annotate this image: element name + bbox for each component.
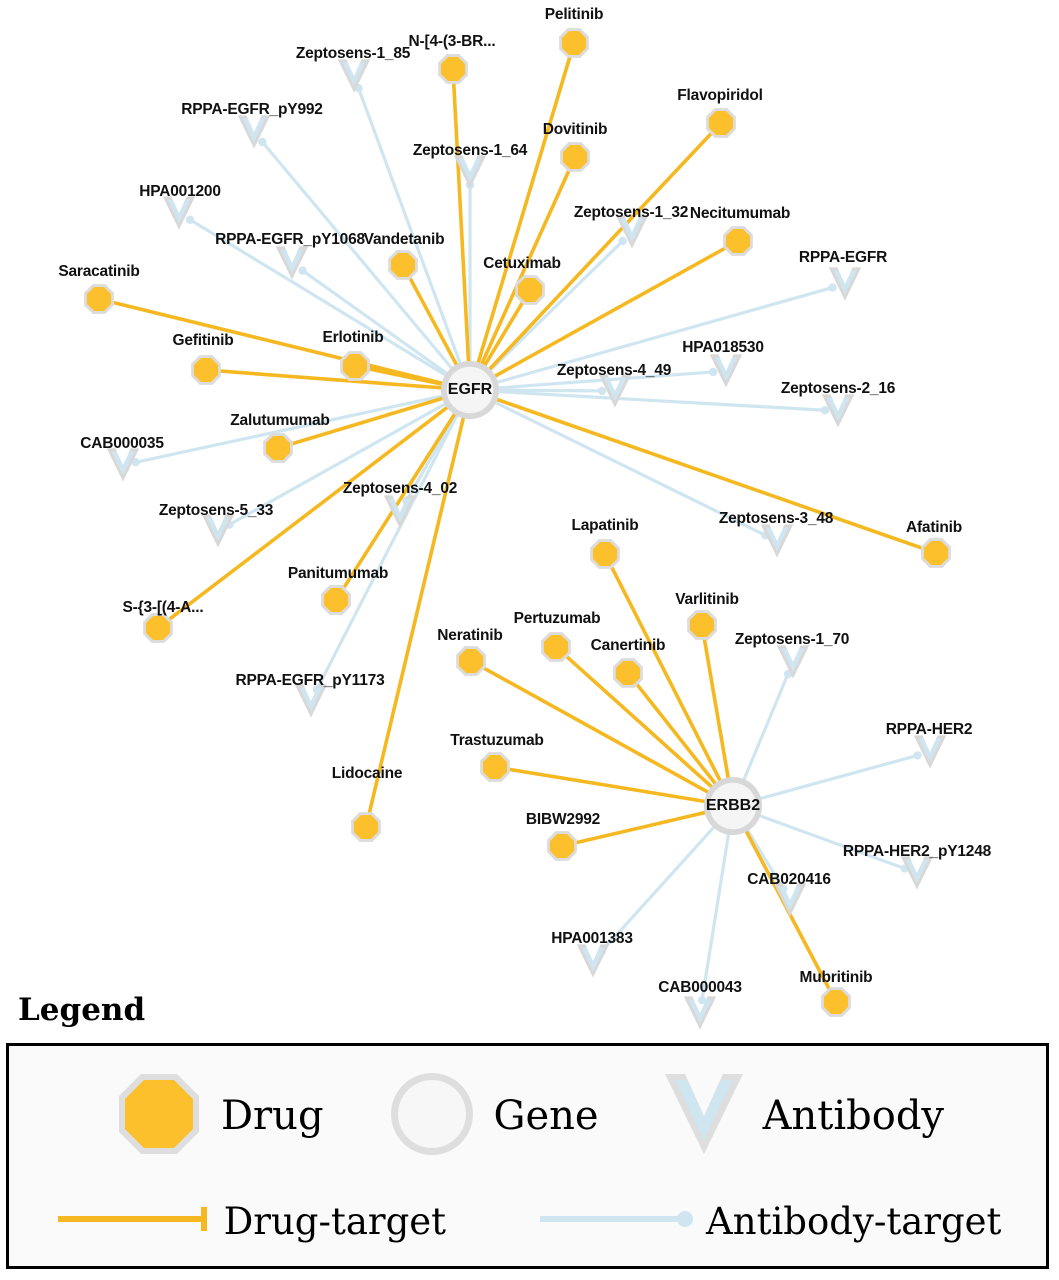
legend-item-antibody-target (536, 1200, 1001, 1243)
antibody-node-label: RPPA-HER2_pY1248 (842, 843, 992, 860)
drug-node[interactable] (319, 583, 353, 617)
drug-node[interactable] (338, 349, 372, 383)
antibody-node-label: HPA001383 (551, 930, 633, 947)
gene-node-label: EGFR (447, 381, 493, 398)
antibody-node-label: RPPA-EGFR_pY1173 (235, 672, 385, 689)
drug-node-label: BIBW2992 (525, 811, 601, 828)
drug-node-label: Trastuzumab (450, 732, 544, 749)
antibody-target-edge (702, 834, 729, 1001)
legend-item-antibody (659, 1066, 944, 1167)
antibody-node[interactable] (680, 994, 720, 1032)
drug-node[interactable] (919, 536, 953, 570)
drug-node[interactable] (189, 353, 223, 387)
drug-target-edge (636, 683, 716, 784)
drug-node-label: Canertinib (590, 637, 666, 654)
drug-target-edge (496, 399, 923, 548)
drug-target-edge (478, 55, 570, 363)
drug-node-label: Vandetanib (363, 231, 445, 248)
antibody-node-label: Zeptosens-1_70 (734, 631, 850, 648)
legend-label-antibody-target: Antibody-target (706, 1199, 1002, 1243)
drug-node-label: Pertuzumab (513, 610, 601, 627)
drug-edge-icon (54, 1204, 214, 1239)
drug-node[interactable] (611, 656, 645, 690)
drug-node-label: Necitumumab (689, 205, 791, 222)
drug-node[interactable] (545, 829, 579, 863)
drug-node-label: Zalutumumab (230, 412, 330, 429)
drug-node[interactable] (557, 26, 591, 60)
antibody-node-label: CAB000035 (80, 435, 164, 452)
drug-node-label: Afatinib (905, 519, 963, 536)
antibody-node-label: Zeptosens-2_16 (780, 380, 896, 397)
drug-node[interactable] (478, 750, 512, 784)
drug-node[interactable] (819, 985, 853, 1019)
antibody-node[interactable] (825, 265, 865, 303)
legend-title: Legend (18, 992, 146, 1028)
legend-edge-types (9, 1186, 1046, 1256)
drug-node[interactable] (349, 810, 383, 844)
drug-node[interactable] (261, 431, 295, 465)
drug-node-label: S-{3-[(4-A... (122, 599, 204, 616)
legend-label-antibody: Antibody (762, 1093, 945, 1139)
legend-node-types (9, 1056, 1046, 1176)
antibody-edge-icon (536, 1204, 696, 1239)
drug-node[interactable] (386, 248, 420, 282)
drug-node-label: Varlitinib (675, 591, 739, 608)
drug-target-edge (489, 132, 712, 369)
drug-node-label: Lapatinib (571, 517, 639, 534)
drug-node-label: Mubritinib (799, 969, 873, 986)
antibody-node-label: CAB020416 (747, 871, 831, 888)
antibody-node[interactable] (706, 352, 746, 390)
antibody-node-label: HPA001200 (139, 183, 221, 200)
drug-node-label: Gefitinib (172, 332, 234, 349)
drug-node[interactable] (704, 106, 738, 140)
drug-node[interactable] (721, 224, 755, 258)
vee-node-icon (659, 1066, 749, 1167)
legend-item-gene (384, 1066, 599, 1167)
drug-node[interactable] (513, 273, 547, 307)
antibody-node-label: RPPA-EGFR_pY1068 (215, 231, 365, 248)
antibody-target-edge (498, 390, 602, 391)
antibody-target-edge (303, 271, 448, 374)
antibody-node-label: Zeptosens-1_64 (412, 142, 528, 159)
legend-item-drug (111, 1066, 324, 1167)
antibody-node-label: CAB000043 (658, 979, 742, 996)
drug-node[interactable] (436, 52, 470, 86)
antibody-node-label: RPPA-HER2 (885, 721, 973, 738)
antibody-node-label: Zeptosens-1_32 (573, 204, 689, 221)
gene-node-label: ERBB2 (705, 797, 761, 814)
antibody-node[interactable] (272, 244, 312, 282)
legend-item-drug-target (54, 1200, 446, 1243)
drug-node-label: Panitumumab (287, 565, 389, 582)
drug-node[interactable] (588, 537, 622, 571)
drug-target-edge (454, 82, 469, 362)
drug-node[interactable] (558, 140, 592, 174)
circle-node-icon (384, 1066, 480, 1167)
antibody-target-edge (760, 755, 917, 798)
drug-node-label: Flavopiridol (677, 87, 763, 104)
drug-node-label: N-[4-(3-BR... (408, 33, 496, 50)
antibody-node-label: RPPA-EGFR (798, 249, 888, 266)
drug-node-label: Saracatinib (58, 263, 140, 280)
antibody-node-label: Zeptosens-4_02 (342, 480, 458, 497)
drug-node[interactable] (539, 630, 573, 664)
legend-label-drug-target: Drug-target (223, 1199, 447, 1243)
drug-node[interactable] (685, 608, 719, 642)
antibody-target-edge (317, 415, 457, 689)
octagon-node-icon (111, 1066, 207, 1167)
drug-node-label: Pelitinib (544, 6, 604, 23)
drug-node-label: Dovitinib (542, 121, 608, 138)
legend-label-drug: Drug (220, 1093, 324, 1139)
antibody-node[interactable] (380, 493, 420, 531)
drug-node[interactable] (454, 644, 488, 678)
antibody-node-label: HPA018530 (682, 339, 764, 356)
drug-node[interactable] (82, 282, 116, 316)
antibody-node-label: Zeptosens-1_85 (295, 45, 411, 62)
antibody-node-label: Zeptosens-4_49 (556, 362, 672, 379)
drug-node-label: Lidocaine (331, 765, 403, 782)
antibody-node-label: Zeptosens-5_33 (158, 502, 274, 519)
drug-node-label: Erlotinib (322, 329, 384, 346)
drug-node-label: Cetuximab (483, 255, 561, 272)
antibody-node-label: Zeptosens-3_48 (718, 510, 834, 527)
antibody-target-edge (744, 674, 788, 780)
drug-node-label: Neratinib (437, 627, 503, 644)
legend-box (6, 1043, 1049, 1269)
legend-label-gene: Gene (493, 1093, 599, 1139)
antibody-target-edge (498, 392, 825, 411)
antibody-node-label: RPPA-EGFR_pY992 (181, 101, 323, 118)
